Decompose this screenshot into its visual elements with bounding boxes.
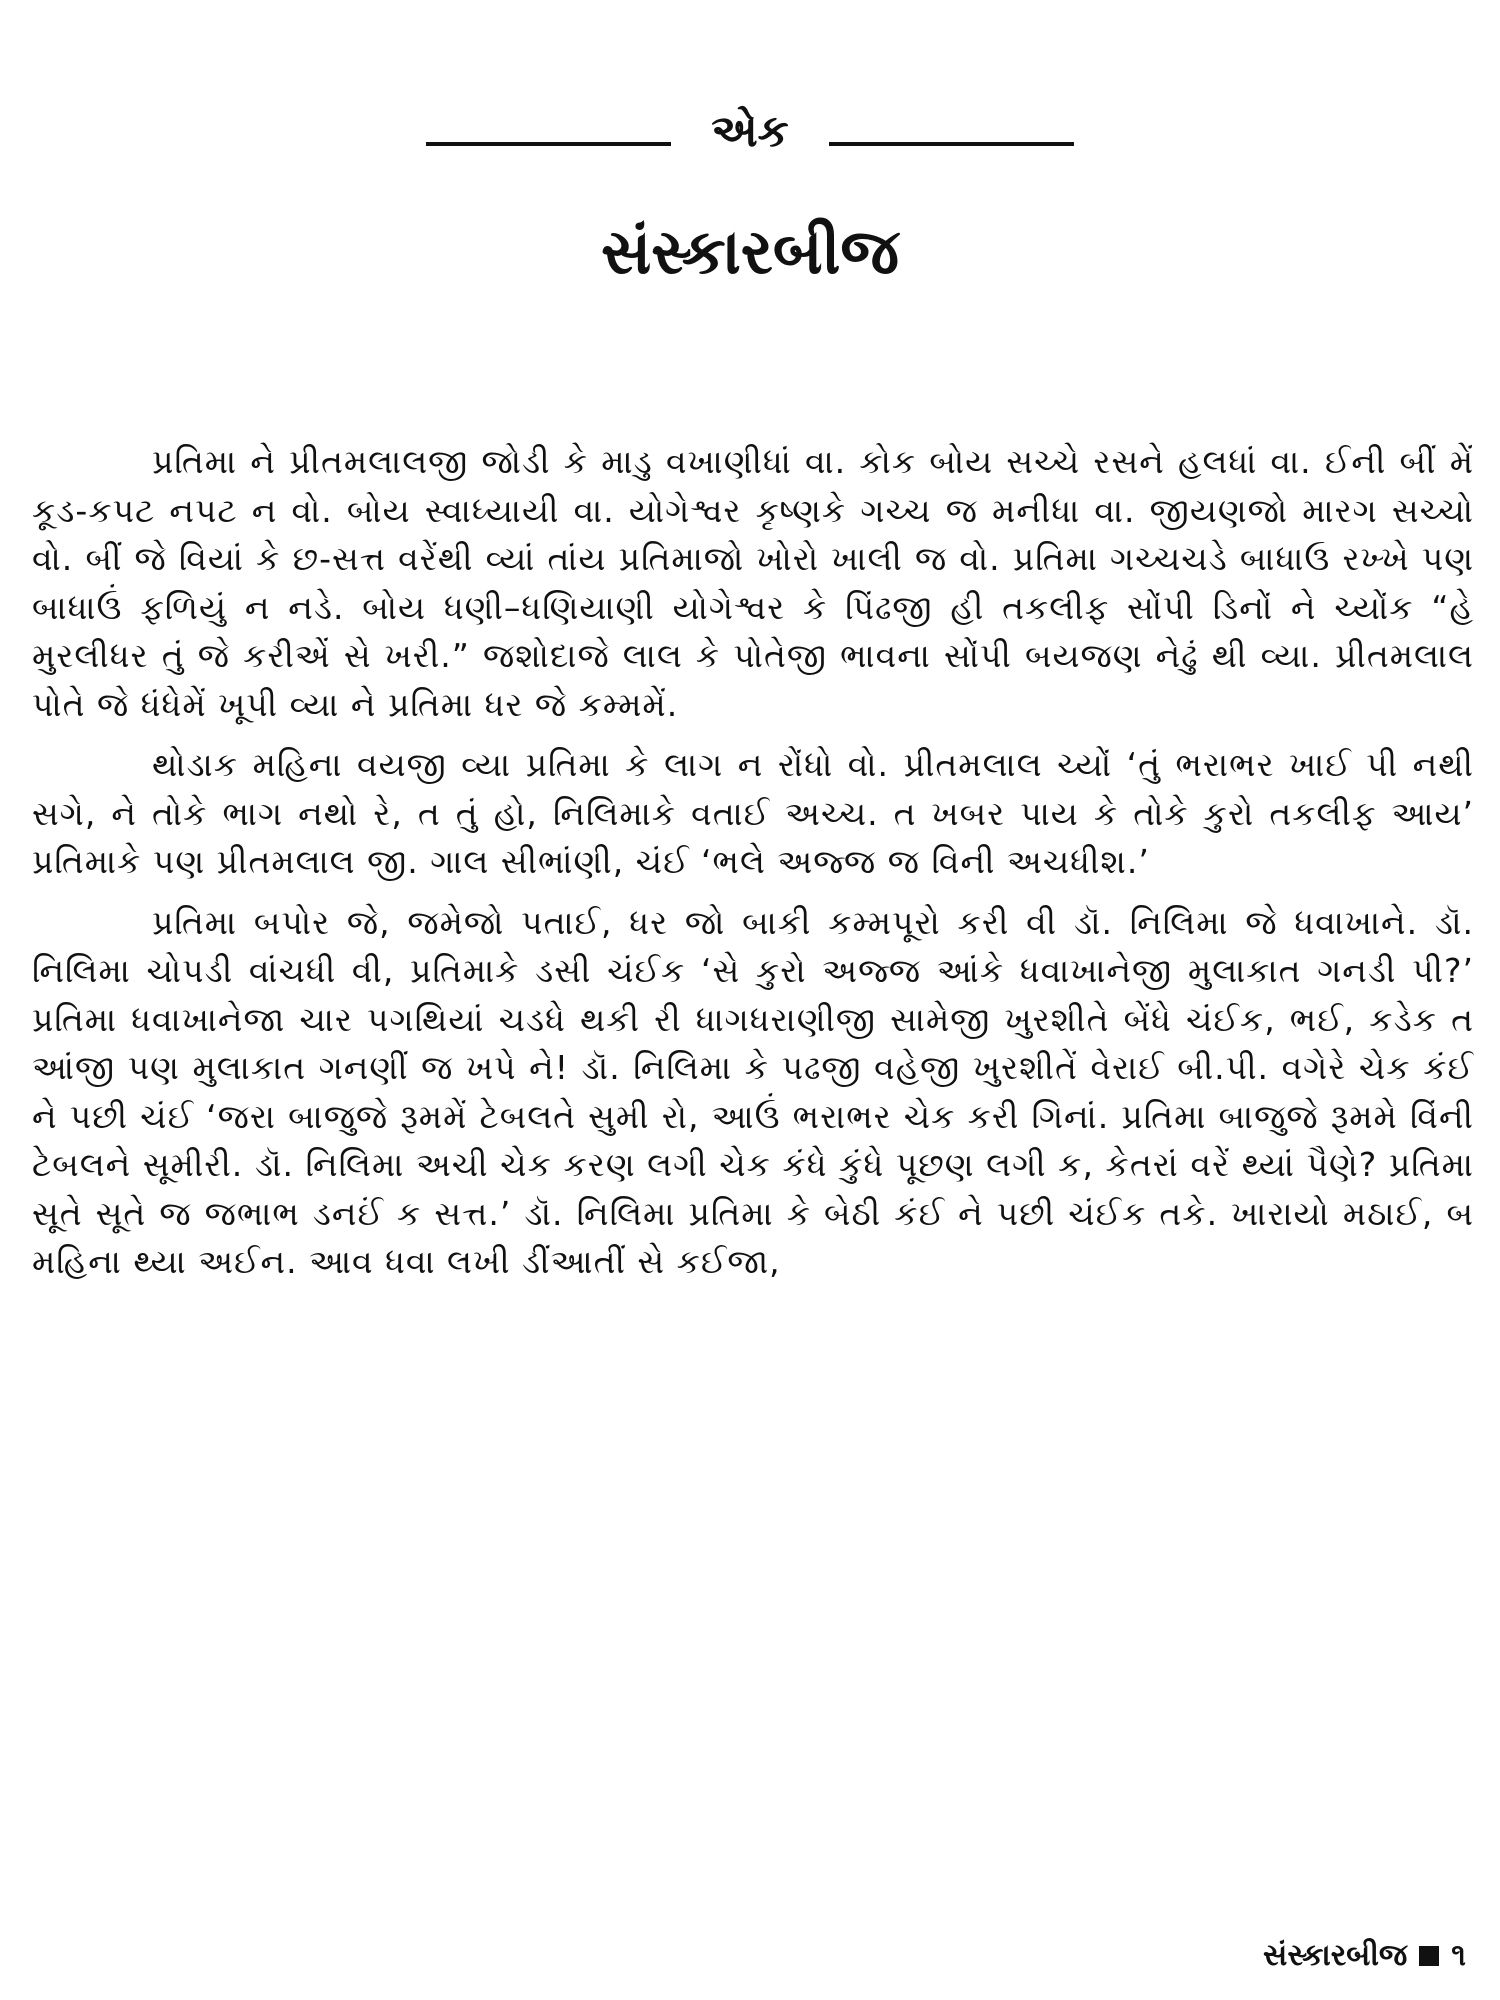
chapter-number: એક [711,106,789,157]
chapter-header [0,106,1500,157]
square-separator-icon [1419,1946,1439,1966]
chapter-title: સંસ્કારબીજ [600,215,900,288]
paragraph-1: પ્રતિમા ને પ્રીતમલાલજી જોડી કે માડુ વખાણીધાં વા. કોક બોય સચ્ચે રસને હલધાં વા. ઈની બીં મેં કૂડ-કપટ નપટ ન વો. બોય સ્વાધ્યાયી વા. યોગેશ્વર કૃષ્ણકે ગચ્ચ જ મનીધા વા. જીયણજો મારગ સચ્ચો વો. બીં જે વિયાં કે છ-સત્ત વરેંથી વ્યાં તાંય પ્રતિમાજો ખોરો ખાલી જ વો. પ્રતિમા ગચ્ચચડે બાધાઉ રખ્ખે પણ બાધાઉં ફળિયું ન નડે. બોય ધણી–ધણિયાણી યોગેશ્વર કે પિંઢજી હી તકલીફ સોંપી ડિનોં ને ચ્યોંક “હે મુરલીધર તું જે કરીએં સે ખરી.” જશોદાજે લાલ કે પોતેજી ભાવના સોંપી બયજણ નેઢું થી વ્યા. પ્રીતમલાલ પોતે જે ધંધેમેં ખૂપી વ્યા ને પ્રતિમા ધર જે કમ્મમેં. [32,442,1474,724]
paragraph-2: થોડાક મહિના વયજી વ્યા પ્રતિમા કે લાગ ન રોંધો વો. પ્રીતમલાલ ચ્યોં ‘તું ભરાભર ખાઈ પી નથી સગે, ને તોકે ભાગ નથો રે, ત તું હો, નિલિમાકે વતાઈ અચ્ચ. ત ખબર પાય કે તોકે કુરો તકલીફ આય’ પ્રતિમાકે પણ પ્રીતમલાલ જી. ગાલ સીભાંણી, ચંઈ ‘ભલે અજ્જ જ વિની અચધીશ.’ [32,745,1474,881]
body-text [32,438,1474,1299]
page-footer [1263,1938,1466,1973]
paragraph-3: પ્રતિમા બપોર જે, જમેજો પતાઈ, ધર જો બાકી કમ્મપૂરો કરી વી ડૉ. નિલિમા જે ધવાખાને. ડૉ. નિલિમા ચોપડી વાંચધી વી, પ્રતિમાકે ડસી ચંઈક ‘સે કુરો અજ્જ આંકે ધવાખાનેજી મુલાકાત ગનડી પી?’ પ્રતિમા ધવાખાનેજા ચાર પગથિયાં ચડધે થકી રી ધાગધરાણીજી સામેજી ખુરશીતે બેંધે ચંઈક, ભઈ, કડેક ત આંજી પણ મુલાકાત ગનણીં જ ખપે ને! ડૉ. નિલિમા કે પઢજી વહેજી ખુરશીતેં વેરાઈ બી.પી. વગેરે ચેક કંઈ ને પછી ચંઈ ‘જરા બાજુજે રૂમમેં ટેબલતે સુમી રો, આઉં ભરાભર ચેક કરી ગિનાં. પ્રતિમા બાજુજે રૂમમે વિંની ટેબલને સૂમીરી. ડૉ. નિલિમા અચી ચેક કરણ લગી ચેક કંધે કુંધે પૂછણ લગી ક, કેતરાં વરેં થ્યાં પૈણે? પ્રતિમા સૂતે સૂતે જ જભાભ ડનઈં ક સત્ત.’ ડૉ. નિલિમા પ્રતિમા કે બેઠી કંઈ ને પછી ચંઈક તકે. ખારાયો મઠાઈ, બ મહિના થ્યા અઈન. આવ ધવા લખી ડીંઆતીં સે કઈજા, [32,902,1474,1281]
page-number: ૧ [1451,1938,1466,1973]
running-title: સંસ્કારબીજ [1263,1938,1408,1973]
left-rule [426,142,671,146]
right-rule [829,142,1074,146]
